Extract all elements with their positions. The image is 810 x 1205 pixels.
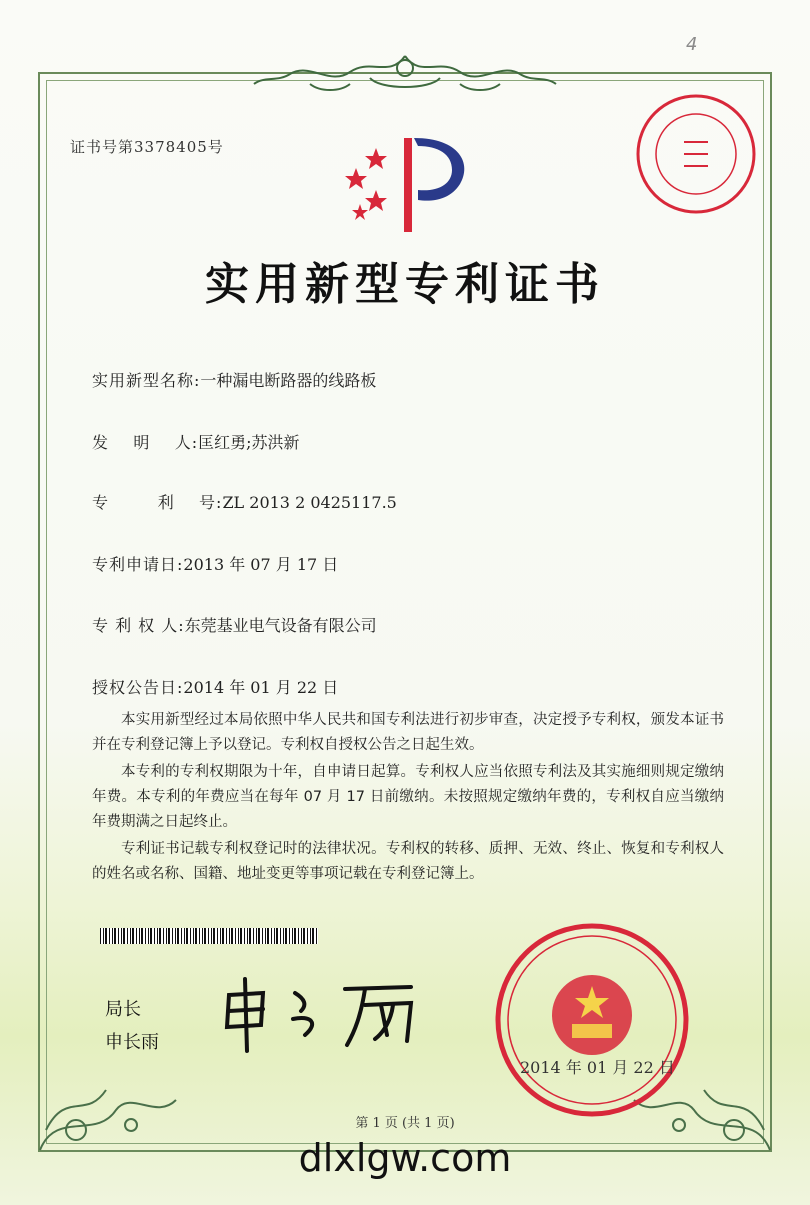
- field-utility-model-name: [92, 368, 376, 391]
- field-label: 专 利 权 人:: [92, 616, 185, 635]
- director-title: 局长: [105, 999, 141, 1020]
- field-value: 2014 年 01 月 22 日: [183, 678, 339, 697]
- field-patentee: [92, 613, 377, 636]
- barcode: [100, 928, 318, 944]
- field-grant-date: [92, 675, 338, 698]
- field-value: 一种漏电断路器的线路板: [200, 371, 377, 390]
- body-paragraph: 本专利的专利权期限为十年，自申请日起算。专利权人应当依照专利法及其实施细则规定缴纳年费。本专利的年费应当在每年 07 月 17 日前缴纳。未按照规定缴纳年费的，专利权自应当缴纳年费期满之日起终止。: [92, 764, 724, 830]
- field-value: 东莞基业电气设备有限公司: [184, 616, 377, 635]
- field-label: 授权公告日:: [92, 678, 184, 697]
- national-seal-icon: [492, 920, 692, 1120]
- field-value: 2013 年 07 月 17 日: [183, 555, 339, 574]
- field-patent-number: [92, 490, 397, 513]
- field-label: 实用新型名称:: [92, 371, 201, 390]
- top-ornament-icon: [250, 48, 560, 96]
- certificate-title: 实用新型专利证书: [205, 259, 605, 310]
- field-inventor: [92, 430, 300, 453]
- body-paragraph: 专利证书记载专利权登记时的法律状况。专利权的转移、质押、无效、终止、恢复和专利权人的姓名或名称、国籍、地址变更等事项记载在专利登记簿上。: [92, 841, 724, 882]
- field-value: 匡红勇;苏洪新: [198, 433, 300, 452]
- field-application-date: [92, 552, 338, 575]
- director-name: 申长雨: [105, 1032, 159, 1053]
- field-label: 发 明 人:: [92, 433, 199, 452]
- patent-office-logo-icon: [340, 128, 480, 238]
- tax-stamp-icon: [634, 92, 758, 216]
- field-value: ZL 2013 2 0425117.5: [222, 493, 397, 512]
- page-number: 第 1 页 (共 1 页): [355, 1116, 455, 1131]
- seal-date: 2014 年 01 月 22 日: [520, 1058, 675, 1077]
- field-label: 专利申请日:: [92, 555, 184, 574]
- signature-icon: [215, 975, 435, 1055]
- handwritten-note: 4: [686, 34, 698, 55]
- site-watermark: dlxlgw.com: [298, 1136, 512, 1180]
- certificate-number: 证书号第3378405号: [70, 138, 224, 156]
- certificate-body: [92, 708, 724, 889]
- body-paragraph: 本实用新型经过本局依照中华人民共和国专利法进行初步审查，决定授予专利权，颁发本证书并在专利登记簿上予以登记。专利权自授权公告之日起生效。: [92, 712, 724, 753]
- field-label: 专 利 号:: [92, 493, 223, 512]
